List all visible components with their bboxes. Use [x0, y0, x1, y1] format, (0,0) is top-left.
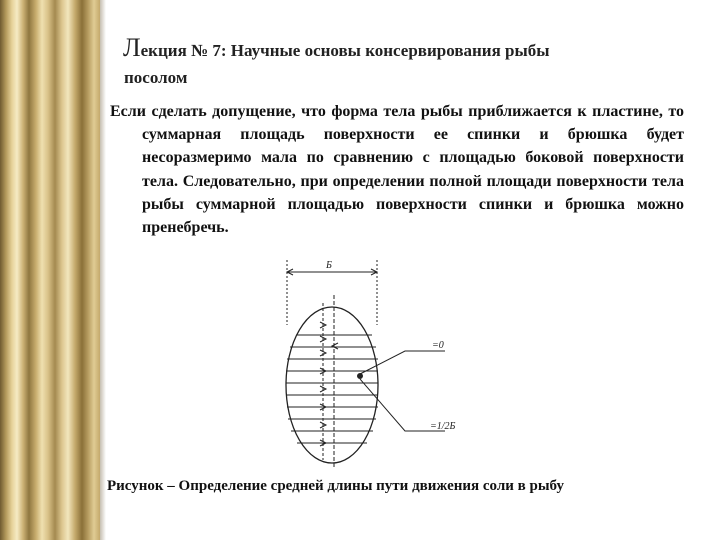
- label-width: Б: [326, 260, 332, 271]
- border-shadow: [100, 0, 106, 540]
- label-half: =1/2Б: [430, 421, 456, 432]
- figure-caption: Рисунок – Определение средней длины пути движения соли в рыбу: [107, 478, 564, 494]
- title-initial: Л: [123, 33, 141, 62]
- fish-body-ellipse: [286, 307, 378, 463]
- decorative-gold-border: [0, 0, 100, 540]
- slide-title: [123, 34, 683, 65]
- label-zero: =0: [432, 340, 444, 351]
- title-text: екция № 7: Научные основы консервирования рыбы: [140, 41, 550, 60]
- slide-title-line2: посолом: [124, 68, 188, 87]
- fish-diffusion-diagram: [260, 255, 520, 470]
- body-paragraph: Если сделать допущение, что форма тела рыбы приближается к пластине, то суммарная площадь поверхности ее спинки и брюшка будет несоразмеримо мала по сравнению с площадью боковой поверхности тела. Следовательно, при определении полной площади поверхности тела рыбы суммарной площадью поверхности спинки и брюшка можно пренебречь.: [110, 103, 684, 237]
- arrow-marker: [332, 343, 338, 349]
- leader-dot: [358, 374, 363, 379]
